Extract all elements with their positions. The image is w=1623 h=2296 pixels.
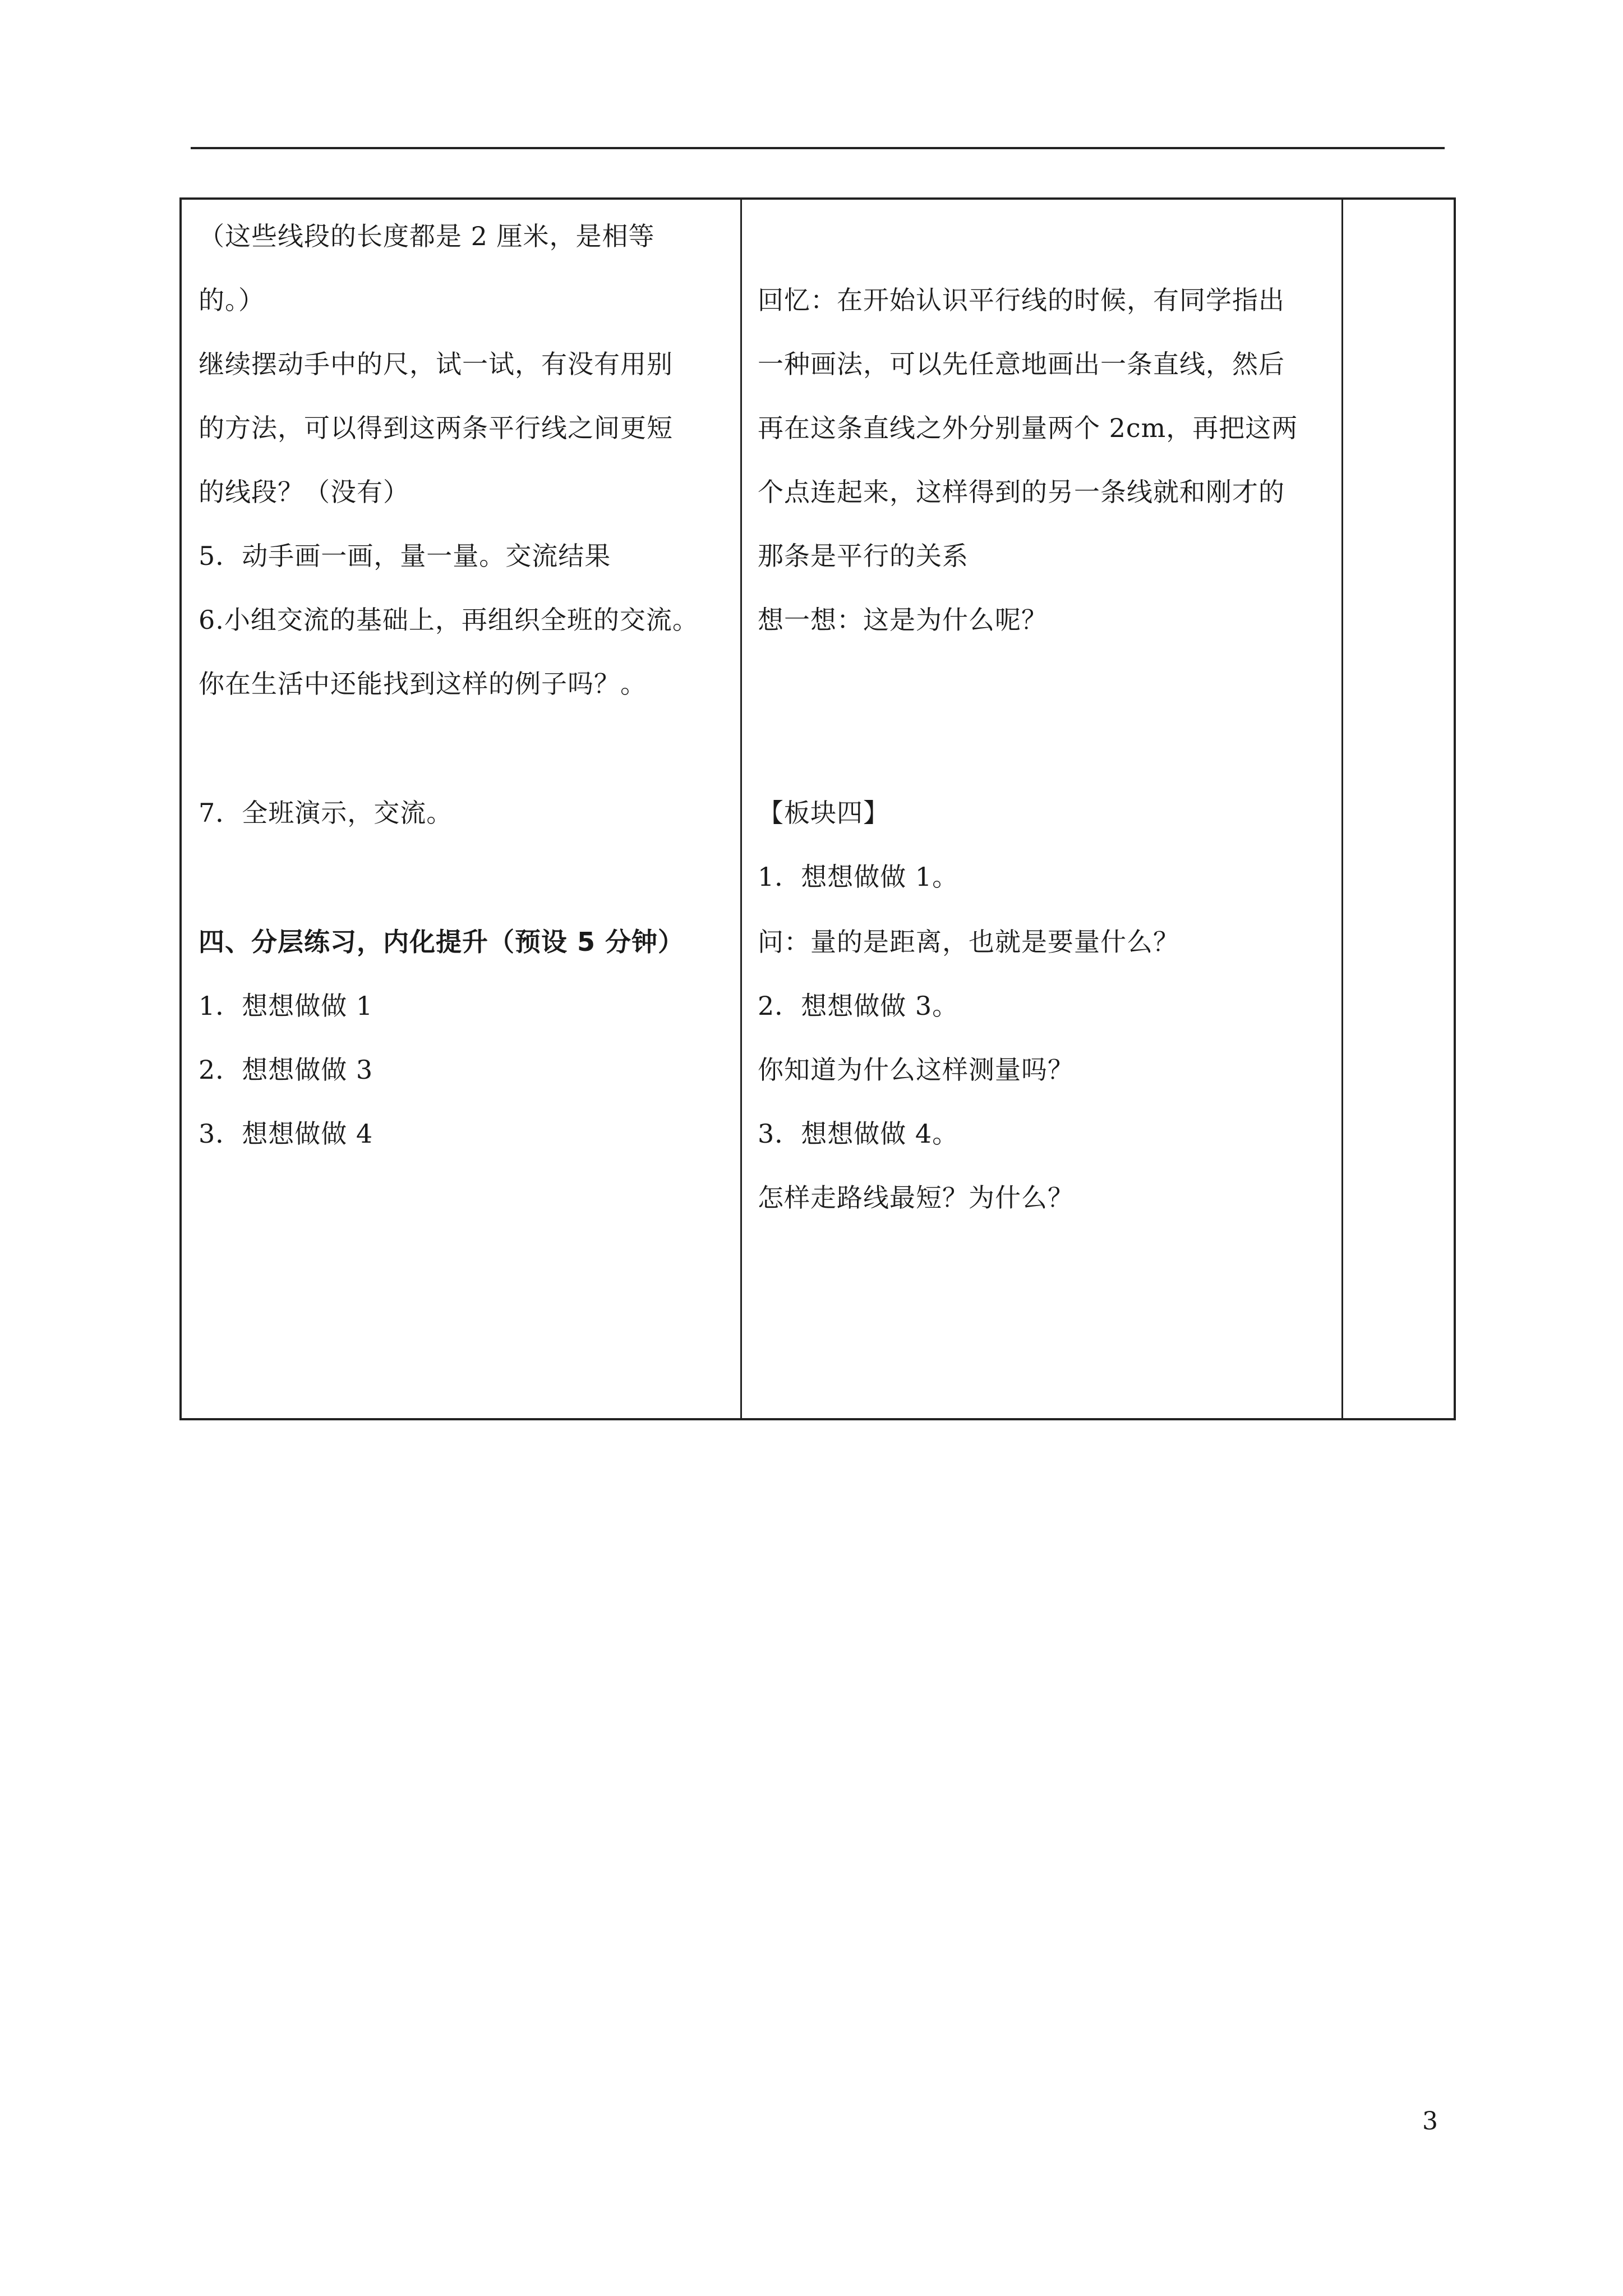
teacher-guidance-column: [742, 200, 1341, 1418]
student-activity-column: [182, 200, 740, 1418]
text-line: 6.小组交流的基础上，再组织全班的交流。: [199, 605, 699, 635]
text-line: 怎样走路线最短？为什么？: [758, 1182, 1074, 1213]
text-line: 5．动手画一画，量一量。交流结果: [199, 541, 611, 571]
text-line: 1．想想做做 1: [199, 991, 374, 1021]
text-line: 回忆：在开始认识平行线的时候，有同学指出: [758, 285, 1285, 315]
text-line: 一种画法，可以先任意地画出一条直线，然后: [758, 349, 1285, 379]
text-line: 2．想想做做 3: [199, 1055, 374, 1085]
text-line: 的线段？（没有）: [199, 477, 409, 507]
text-line: （这些线段的长度都是 2 厘米，是相等: [199, 221, 655, 251]
header-rule: [191, 147, 1445, 149]
text-line: 的。）: [199, 285, 265, 315]
text-line: 继续摆动手中的尺，试一试，有没有用别: [199, 349, 673, 379]
text-line: 问：量的是距离，也就是要量什么？: [758, 927, 1179, 957]
text-line: 3．想想做做 4。: [758, 1119, 959, 1149]
lesson-plan-table: [179, 197, 1456, 1420]
section-heading: 四、分层练习，内化提升（预设 5 分钟）: [199, 927, 685, 957]
text-line: 1．想想做做 1。: [758, 862, 959, 892]
text-line: 的方法，可以得到这两条平行线之间更短: [199, 413, 673, 443]
text-line: 想一想：这是为什么呢？: [758, 605, 1048, 635]
text-line: 7．全班演示，交流。: [199, 798, 453, 828]
page-number: 3: [1422, 2107, 1438, 2136]
notes-column: [1343, 200, 1456, 1418]
text-line: 个点连起来，这样得到的另一条线就和刚才的: [758, 477, 1285, 507]
text-line: 那条是平行的关系: [758, 541, 969, 571]
text-line: 2．想想做做 3。: [758, 991, 959, 1021]
text-line: 你在生活中还能找到这样的例子吗？。: [199, 669, 647, 699]
text-line: 3．想想做做 4: [199, 1119, 374, 1149]
section-label: 【板块四】: [758, 798, 889, 828]
text-line: 再在这条直线之外分别量两个 2cm，再把这两: [758, 413, 1298, 443]
text-line: 你知道为什么这样测量吗？: [758, 1055, 1074, 1085]
